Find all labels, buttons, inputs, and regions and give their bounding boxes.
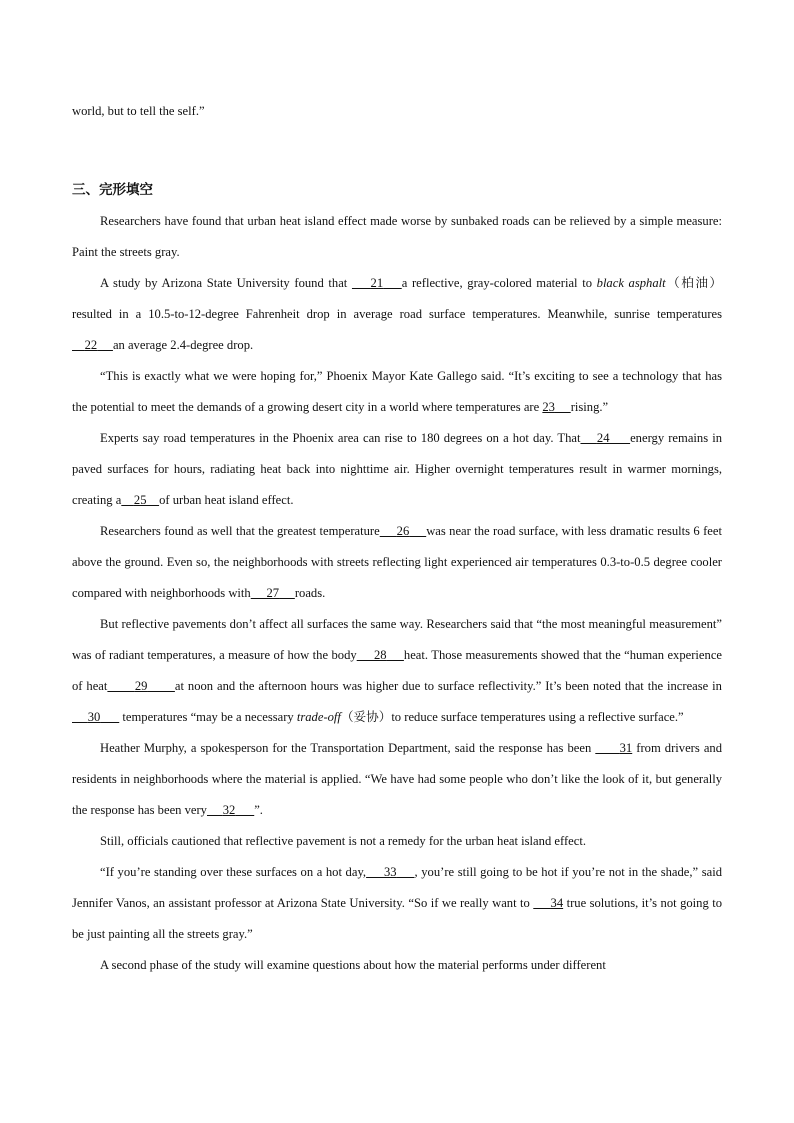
blank-30[interactable]: 30 xyxy=(87,710,101,724)
blank-21[interactable]: 21 xyxy=(370,276,384,290)
paragraph-4: Experts say road temperatures in the Phoenix area can rise to 180 degrees on a hot day. That 24 energy remains in paved surfaces for hours, radiating heat back into nighttime air. Higher overnight temperatures result in warmer mornings, creating a 25 of urban heat island effect. xyxy=(72,431,723,507)
blank-34[interactable]: 34 xyxy=(550,896,564,910)
section-title: 三、完形填空 xyxy=(72,182,153,198)
blank-25[interactable]: 25 xyxy=(133,493,147,507)
paragraph-10: A second phase of the study will examine questions about how the material performs under different xyxy=(100,958,606,972)
paragraph-1: Researchers have found that urban heat island effect made worse by sunbaked roads can be relieved by a simple measure: Paint the streets gray. xyxy=(72,214,722,259)
paragraph-5: Researchers found as well that the greatest temperature 26 was near the road surface, with less dramatic results 6 feet above the ground. Even so, the neighborhoods with streets reflecting light experienced air temperatures 0.3-to-0.5 degree cooler compared with neighborhoods with 27 roads. xyxy=(72,524,722,600)
blank-31[interactable]: 31 xyxy=(619,741,633,755)
blank-33[interactable]: 33 xyxy=(384,865,397,879)
blank-24[interactable]: 24 xyxy=(596,431,610,445)
paragraph-6: But reflective pavements don’t affect all surfaces the same way. Researchers said that “the most meaningful measurement” was of radiant temperatures, a measure of how the body 28 heat. Those measurements showed that the “human experience of heat 29 at noon and the afternoon hours was higher due to surface reflectivity.” It’s been noted that the increase in 30 temperatures “may be a necessary trade-off（妥协）to reduce surface temperatures using a reflective surface.” xyxy=(72,617,722,724)
paragraph-8: Still, officials cautioned that reflective pavement is not a remedy for the urban heat island effect. xyxy=(100,834,586,848)
blank-22[interactable]: 22 xyxy=(84,338,98,352)
paragraph-9: “If you’re standing over these surfaces on a hot day, 33 , you’re still going to be hot if you’re not in the shade,” said Jennifer Vanos, an assistant professor at Arizona State University. “So if we really want to 34 true solutions, it’s not going to be just painting all the streets gray.” xyxy=(72,865,723,941)
paragraph-3: “This is exactly what we were hoping for,” Phoenix Mayor Kate Gallego said. “It’s exciting to see a technology that has the potential to meet the demands of a growing desert city in a world where temperatures are 23 rising.” xyxy=(72,369,722,414)
paragraph-2: A study by Arizona State University found that 21 a reflective, gray-colored material to black asphalt（柏油）resulted in a 10.5-to-12-degree Fahrenheit drop in average road surface temperatures. Meanwhile, sunrise temperatures 22 an average 2.4-degree drop. xyxy=(72,276,723,352)
document-page xyxy=(72,96,722,981)
blank-28[interactable]: 28 xyxy=(374,648,387,662)
blank-26[interactable]: 26 xyxy=(396,524,410,538)
blank-27[interactable]: 27 xyxy=(266,586,280,600)
paragraph-7: Heather Murphy, a spokesperson for the Transportation Department, said the response has been 31 from drivers and residents in neighborhoods where the material is applied. “We have had some people who don’t like the look of it, but generally the response has been very 32 ”. xyxy=(72,741,723,817)
blank-29[interactable]: 29 xyxy=(134,679,148,693)
blank-32[interactable]: 32 xyxy=(222,803,236,817)
blank-23[interactable]: 23 xyxy=(542,400,555,414)
lead-fragment: world, but to tell the self.” xyxy=(72,104,205,118)
